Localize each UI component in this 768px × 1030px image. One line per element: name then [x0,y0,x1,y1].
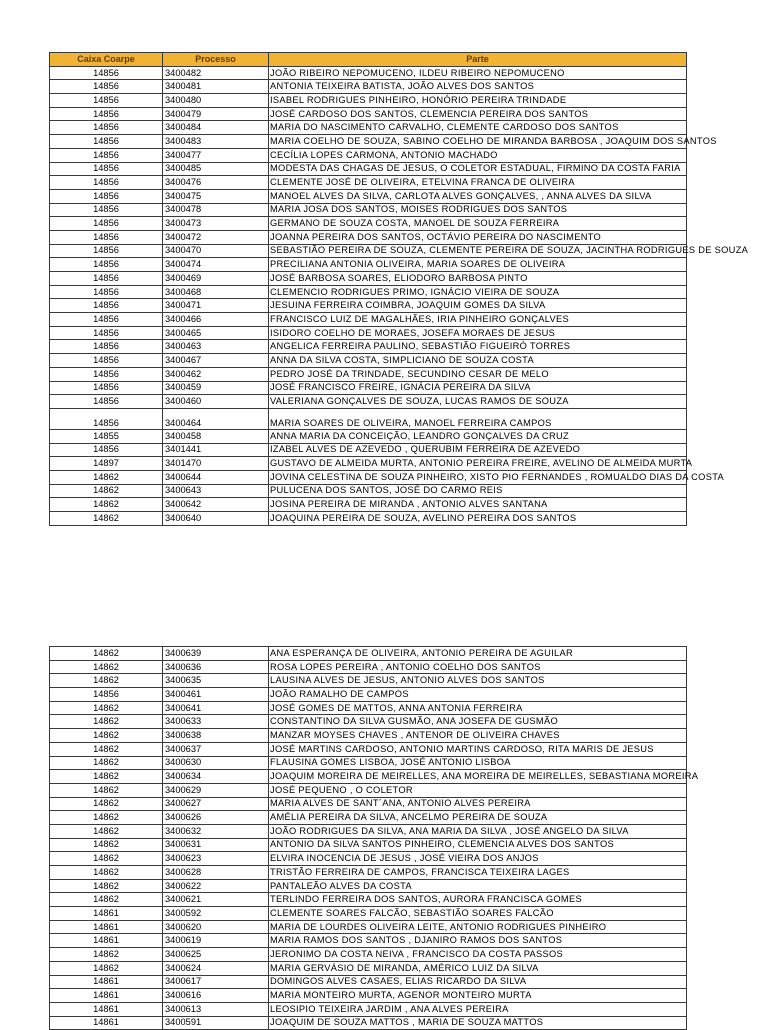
caixa-cell: 14862 [50,674,163,688]
processo-cell: 3400481 [163,80,269,94]
caixa-cell: 14856 [50,80,163,94]
caixa-cell: 14861 [50,934,163,948]
parte-cell: LAUSINA ALVES DE JESUS, ANTONIO ALVES DOS SANTOS [269,674,687,688]
parte-cell: MODESTA DAS CHAGAS DE JESUS, O COLETOR ESTADUAL, FIRMINO DA COSTA FARIA [269,162,687,176]
table-row [50,203,687,217]
processo-cell: 3400635 [163,674,269,688]
parte-cell: JOÃO RIBEIRO NEPOMUCENO, ILDEU RIBEIRO NEPOMUCENO [269,66,687,80]
caixa-cell: 14856 [50,688,163,702]
caixa-cell: 14862 [50,647,163,661]
processo-cell: 3400622 [163,879,269,893]
caixa-cell: 14862 [50,852,163,866]
processo-cell: 3400484 [163,121,269,135]
processo-cell: 3400642 [163,498,269,512]
parte-cell: IZABEL ALVES DE AZEVEDO , QUERUBIM FERREIRA DE AZEVEDO [269,443,687,457]
header-caixa: Caixa Coarpe [50,53,163,67]
processo-cell: 3400460 [163,395,269,409]
processo-cell: 3400476 [163,176,269,190]
processo-cell: 3400619 [163,934,269,948]
table-row [50,852,687,866]
processo-cell: 3400636 [163,660,269,674]
processo-cell: 3400473 [163,217,269,231]
processo-cell: 3400632 [163,824,269,838]
parte-cell: CONSTANTINO DA SILVA GUSMÃO, ANA JOSEFA DE GUSMÃO [269,715,687,729]
table-row [50,107,687,121]
processo-cell: 3400592 [163,907,269,921]
table-row [50,258,687,272]
table-row [50,135,687,149]
processo-cell: 3400465 [163,326,269,340]
parte-cell: GERMANO DE SOUZA COSTA, MANOEL DE SOUZA FERREIRA [269,217,687,231]
table-row [50,230,687,244]
parte-cell: ANA ESPERANÇA DE OLIVEIRA, ANTONIO PEREIRA DE AGUILAR [269,647,687,661]
table-row [50,688,687,702]
parte-cell: PULUCENA DOS SANTOS, JOSÉ DO CARMO REIS [269,484,687,498]
table-row [50,408,687,429]
table-row [50,838,687,852]
caixa-cell: 14862 [50,838,163,852]
parte-cell: JOAQUINA PEREIRA DE SOUZA, AVELINO PEREIRA DOS SANTOS [269,512,687,526]
parte-cell: JOÃO RODRIGUES DA SILVA, ANA MARIA DA SILVA , JOSÉ ANGELO DA SILVA [269,824,687,838]
parte-cell: MARIA ALVES DE SANT´ANA, ANTONIO ALVES PEREIRA [269,797,687,811]
table-row [50,660,687,674]
caixa-cell: 14856 [50,162,163,176]
caixa-cell: 14862 [50,879,163,893]
caixa-cell: 14862 [50,811,163,825]
parte-cell: ROSA LOPES PEREIRA , ANTONIO COELHO DOS SANTOS [269,660,687,674]
processo-cell: 3400464 [163,408,269,429]
caixa-cell: 14856 [50,244,163,258]
caixa-cell: 14856 [50,148,163,162]
caixa-cell: 14862 [50,729,163,743]
processo-cell: 3400630 [163,756,269,770]
caixa-cell: 14856 [50,217,163,231]
caixa-cell: 14862 [50,797,163,811]
processo-cell: 3400472 [163,230,269,244]
table-row [50,354,687,368]
caixa-cell: 14861 [50,907,163,921]
processo-cell: 3400624 [163,961,269,975]
processo-cell: 3400638 [163,729,269,743]
parte-cell: ANNA MARIA DA CONCEIÇÃO, LEANDRO GONÇALVES DA CRUZ [269,429,687,443]
parte-cell: JOSINA PEREIRA DE MIRANDA , ANTONIO ALVES SANTANA [269,498,687,512]
processo-cell: 3400627 [163,797,269,811]
table-row [50,66,687,80]
caixa-cell: 14856 [50,66,163,80]
table-row [50,989,687,1003]
processo-cell: 3400637 [163,742,269,756]
parte-cell: FRANCISCO LUIZ DE MAGALHÃES, IRIA PINHEIRO GONÇALVES [269,313,687,327]
table-row [50,742,687,756]
parte-cell: JOANNA PEREIRA DOS SANTOS, OCTÁVIO PEREIRA DO NASCIMENTO [269,230,687,244]
table-row [50,217,687,231]
table-row [50,313,687,327]
caixa-cell: 14862 [50,866,163,880]
caixa-cell: 14897 [50,457,163,471]
table-row [50,176,687,190]
parte-cell: FLAUSINA GOMES LISBOA, JOSÉ ANTONIO LISBOA [269,756,687,770]
parte-cell: DOMINGOS ALVES CASAES, ELIAS RICARDO DA SILVA [269,975,687,989]
caixa-cell: 14856 [50,135,163,149]
caixa-cell: 14856 [50,443,163,457]
caixa-cell: 14862 [50,701,163,715]
parte-cell: ANGELICA FERREIRA PAULINO, SEBASTIÃO FIGUEIRÓ TORRES [269,340,687,354]
table-row [50,934,687,948]
processo-cell: 3400643 [163,484,269,498]
processo-cell: 3400631 [163,838,269,852]
parte-cell: JERONIMO DA COSTA NEIVA , FRANCISCO DA COSTA PASSOS [269,948,687,962]
table-row [50,457,687,471]
table-row [50,1002,687,1016]
parte-cell: MARIA DO NASCIMENTO CARVALHO, CLEMENTE CARDOSO DOS SANTOS [269,121,687,135]
caixa-cell: 14856 [50,340,163,354]
parte-cell: ANTONIO DA SILVA SANTOS PINHEIRO, CLEMENCIA ALVES DOS SANTOS [269,838,687,852]
processo-cell: 3400480 [163,94,269,108]
parte-cell: MANOEL ALVES DA SILVA, CARLOTA ALVES GONÇALVES, , ANNA ALVES DA SILVA [269,189,687,203]
processo-cell: 3400466 [163,313,269,327]
processo-cell: 3401441 [163,443,269,457]
parte-cell: PRECILIANA ANTONIA OLIVEIRA, MARIA SOARES DE OLIVEIRA [269,258,687,272]
parte-cell: ISABEL RODRIGUES PINHEIRO, HONÓRIO PEREIRA TRINDADE [269,94,687,108]
processo-cell: 3400483 [163,135,269,149]
caixa-cell: 14862 [50,742,163,756]
table-row [50,498,687,512]
parte-cell: JOSÉ GOMES DE MATTOS, ANNA ANTONIA FERREIRA [269,701,687,715]
table-row [50,824,687,838]
parte-cell: CLEMENTE SOARES FALCÃO, SEBASTIÃO SOARES FALCÃO [269,907,687,921]
processo-cell: 3400634 [163,770,269,784]
table-row [50,729,687,743]
processo-cell: 3400475 [163,189,269,203]
table-row [50,674,687,688]
caixa-cell: 14862 [50,498,163,512]
table-row [50,189,687,203]
header-processo: Processo [163,53,269,67]
caixa-cell: 14861 [50,989,163,1003]
parte-cell: JOAQUIM DE SOUZA MATTOS , MARIA DE SOUZA MATTOS [269,1016,687,1030]
table-row [50,783,687,797]
parte-cell: MARIA JOSA DOS SANTOS, MOISES RODRIGUES DOS SANTOS [269,203,687,217]
caixa-cell: 14856 [50,94,163,108]
caixa-cell: 14855 [50,429,163,443]
caixa-cell: 14856 [50,258,163,272]
table-row [50,866,687,880]
caixa-cell: 14862 [50,824,163,838]
caixa-cell: 14862 [50,756,163,770]
caixa-cell: 14856 [50,299,163,313]
table-row [50,326,687,340]
table-row [50,94,687,108]
processo-cell: 3400628 [163,866,269,880]
caixa-cell: 14862 [50,783,163,797]
parte-cell: CLEMENTE JOSÉ DE OLIVEIRA, ETELVINA FRANCA DE OLIVEIRA [269,176,687,190]
table-row [50,920,687,934]
table-row [50,285,687,299]
parte-cell: VALERIANA GONÇALVES DE SOUZA, LUCAS RAMOS DE SOUZA [269,395,687,409]
caixa-cell: 14862 [50,660,163,674]
caixa-cell: 14862 [50,948,163,962]
caixa-cell: 14856 [50,408,163,429]
processo-cell: 3400474 [163,258,269,272]
processo-cell: 3400641 [163,701,269,715]
processo-cell: 3400463 [163,340,269,354]
parte-cell: MARIA COELHO DE SOUZA, SABINO COELHO DE MIRANDA BARBOSA , JOAQUIM DOS SANTOS [269,135,687,149]
table-row [50,975,687,989]
caixa-cell: 14861 [50,920,163,934]
parte-cell: TERLINDO FERREIRA DOS SANTOS, AURORA FRANCISCA GOMES [269,893,687,907]
header-row [50,53,687,67]
caixa-cell: 14862 [50,961,163,975]
processo-cell: 3400626 [163,811,269,825]
table-row [50,470,687,484]
processo-cell: 3400461 [163,688,269,702]
parte-cell: SEBASTIÃO PEREIRA DE SOUZA, CLEMENTE PEREIRA DE SOUZA, JACINTHA RODRIGUES DE SOUZA [269,244,687,258]
parte-cell: JOSÉ BARBOSA SOARES, ELIODORO BARBOSA PINTO [269,272,687,286]
caixa-cell: 14862 [50,770,163,784]
processo-cell: 3400625 [163,948,269,962]
processo-cell: 3400621 [163,893,269,907]
caixa-cell: 14861 [50,1002,163,1016]
parte-cell: JOAQUIM MOREIRA DE MEIRELLES, ANA MOREIRA DE MEIRELLES, SEBASTIANA MOREIRA [269,770,687,784]
caixa-cell: 14856 [50,203,163,217]
caixa-cell: 14856 [50,176,163,190]
processo-cell: 3400459 [163,381,269,395]
caixa-cell: 14856 [50,313,163,327]
processo-cell: 3400629 [163,783,269,797]
parte-cell: JOSÉ CARDOSO DOS SANTOS, CLEMENCIA PEREIRA DOS SANTOS [269,107,687,121]
table-row [50,121,687,135]
processo-cell: 3400616 [163,989,269,1003]
processo-cell: 3400462 [163,367,269,381]
table-row [50,797,687,811]
caixa-cell: 14862 [50,512,163,526]
table-row [50,80,687,94]
processo-cell: 3400485 [163,162,269,176]
table-row [50,893,687,907]
caixa-cell: 14862 [50,893,163,907]
parte-cell: CLEMENCIO RODRIGUES PRIMO, IGNÁCIO VIEIRA DE SOUZA [269,285,687,299]
table-row [50,299,687,313]
parte-cell: PEDRO JOSÉ DA TRINDADE, SECUNDINO CESAR DE MELO [269,367,687,381]
processo-cell: 3400482 [163,66,269,80]
caixa-cell: 14856 [50,230,163,244]
table-row [50,701,687,715]
table-row [50,1016,687,1030]
parte-cell: AMÉLIA PEREIRA DA SILVA, ANCELMO PEREIRA DE SOUZA [269,811,687,825]
parte-cell: TRISTÃO FERREIRA DE CAMPOS, FRANCISCA TEIXEIRA LAGES [269,866,687,880]
caixa-cell: 14856 [50,272,163,286]
processo-cell: 3400640 [163,512,269,526]
caixa-cell: 14856 [50,189,163,203]
parte-cell: MARIA MONTEIRO MURTA, AGENOR MONTEIRO MURTA [269,989,687,1003]
table-row [50,244,687,258]
parte-cell: MARIA SOARES DE OLIVEIRA, MANOEL FERREIRA CAMPOS [269,408,687,429]
processo-cell: 3401470 [163,457,269,471]
parte-cell: ANNA DA SILVA COSTA, SIMPLICIANO DE SOUZA COSTA [269,354,687,368]
table-row [50,272,687,286]
table-row [50,756,687,770]
caixa-cell: 14856 [50,367,163,381]
caixa-cell: 14861 [50,975,163,989]
table-row [50,512,687,526]
caixa-cell: 14861 [50,1016,163,1030]
processo-cell: 3400469 [163,272,269,286]
table-row [50,443,687,457]
parte-cell: CECÍLIA LOPES CARMONA, ANTONIO MACHADO [269,148,687,162]
processo-cell: 3400458 [163,429,269,443]
caixa-cell: 14856 [50,381,163,395]
table-row [50,647,687,661]
parte-cell: MARIA DE LOURDES OLIVEIRA LEITE, ANTONIO RODRIGUES PINHEIRO [269,920,687,934]
parte-cell: MANZAR MOYSES CHAVES , ANTENOR DE OLIVEIRA CHAVES [269,729,687,743]
processo-cell: 3400477 [163,148,269,162]
processo-cell: 3400479 [163,107,269,121]
processo-cell: 3400623 [163,852,269,866]
parte-cell: PANTALEÃO ALVES DA COSTA [269,879,687,893]
processo-cell: 3400617 [163,975,269,989]
table-row [50,367,687,381]
caixa-cell: 14862 [50,715,163,729]
parte-cell: JOÃO RAMALHO DE CAMPOS [269,688,687,702]
table-row [50,429,687,443]
parte-cell: LEOSIPIO TEIXEIRA JARDIM , ANA ALVES PEREIRA [269,1002,687,1016]
processo-cell: 3400633 [163,715,269,729]
processo-cell: 3400613 [163,1002,269,1016]
caixa-cell: 14856 [50,121,163,135]
table-row [50,948,687,962]
parte-cell: MARIA RAMOS DOS SANTOS , DJANIRO RAMOS DOS SANTOS [269,934,687,948]
processo-cell: 3400470 [163,244,269,258]
parte-cell: JOVINA CELESTINA DE SOUZA PINHEIRO, XISTO PIO FERNANDES , ROMUALDO DIAS DA COSTA [269,470,687,484]
table-row [50,381,687,395]
parte-cell: JOSÉ FRANCISCO FREIRE, IGNÁCIA PEREIRA DA SILVA [269,381,687,395]
table-row [50,395,687,409]
header-parte: Parte [269,53,687,67]
parte-cell: MARIA GERVÁSIO DE MIRANDA, AMÉRICO LUIZ DA SILVA [269,961,687,975]
processo-cell: 3400478 [163,203,269,217]
parte-cell: ELVIRA INOCENCIA DE JESUS , JOSÉ VIEIRA DOS ANJOS [269,852,687,866]
processo-cell: 3400467 [163,354,269,368]
table-row [50,484,687,498]
table-row [50,770,687,784]
table-row [50,715,687,729]
table-row [50,961,687,975]
processo-cell: 3400468 [163,285,269,299]
table-row [50,162,687,176]
parte-cell: ANTONIA TEIXEIRA BATISTA, JOÃO ALVES DOS SANTOS [269,80,687,94]
table-row [50,340,687,354]
process-table-2 [49,646,699,1030]
table-row [50,811,687,825]
caixa-cell: 14856 [50,107,163,121]
process-table-1 [49,52,749,526]
table-row [50,907,687,921]
table-row [50,148,687,162]
processo-cell: 3400471 [163,299,269,313]
caixa-cell: 14856 [50,326,163,340]
caixa-cell: 14856 [50,285,163,299]
caixa-cell: 14856 [50,395,163,409]
caixa-cell: 14862 [50,470,163,484]
parte-cell: GUSTAVO DE ALMEIDA MURTA, ANTONIO PEREIRA FREIRE, AVELINO DE ALMEIDA MURTA [269,457,687,471]
parte-cell: JOSÉ PEQUENO , O COLETOR [269,783,687,797]
caixa-cell: 14862 [50,484,163,498]
parte-cell: ISIDORO COELHO DE MORAES, JOSEFA MORAES DE JESUS [269,326,687,340]
parte-cell: JOSÉ MARTINS CARDOSO, ANTONIO MARTINS CARDOSO, RITA MARIS DE JESUS [269,742,687,756]
processo-cell: 3400644 [163,470,269,484]
processo-cell: 3400639 [163,647,269,661]
processo-cell: 3400591 [163,1016,269,1030]
processo-cell: 3400620 [163,920,269,934]
parte-cell: JESUINA FERREIRA COIMBRA, JOAQUIM GOMES DA SILVA [269,299,687,313]
caixa-cell: 14856 [50,354,163,368]
table-row [50,879,687,893]
